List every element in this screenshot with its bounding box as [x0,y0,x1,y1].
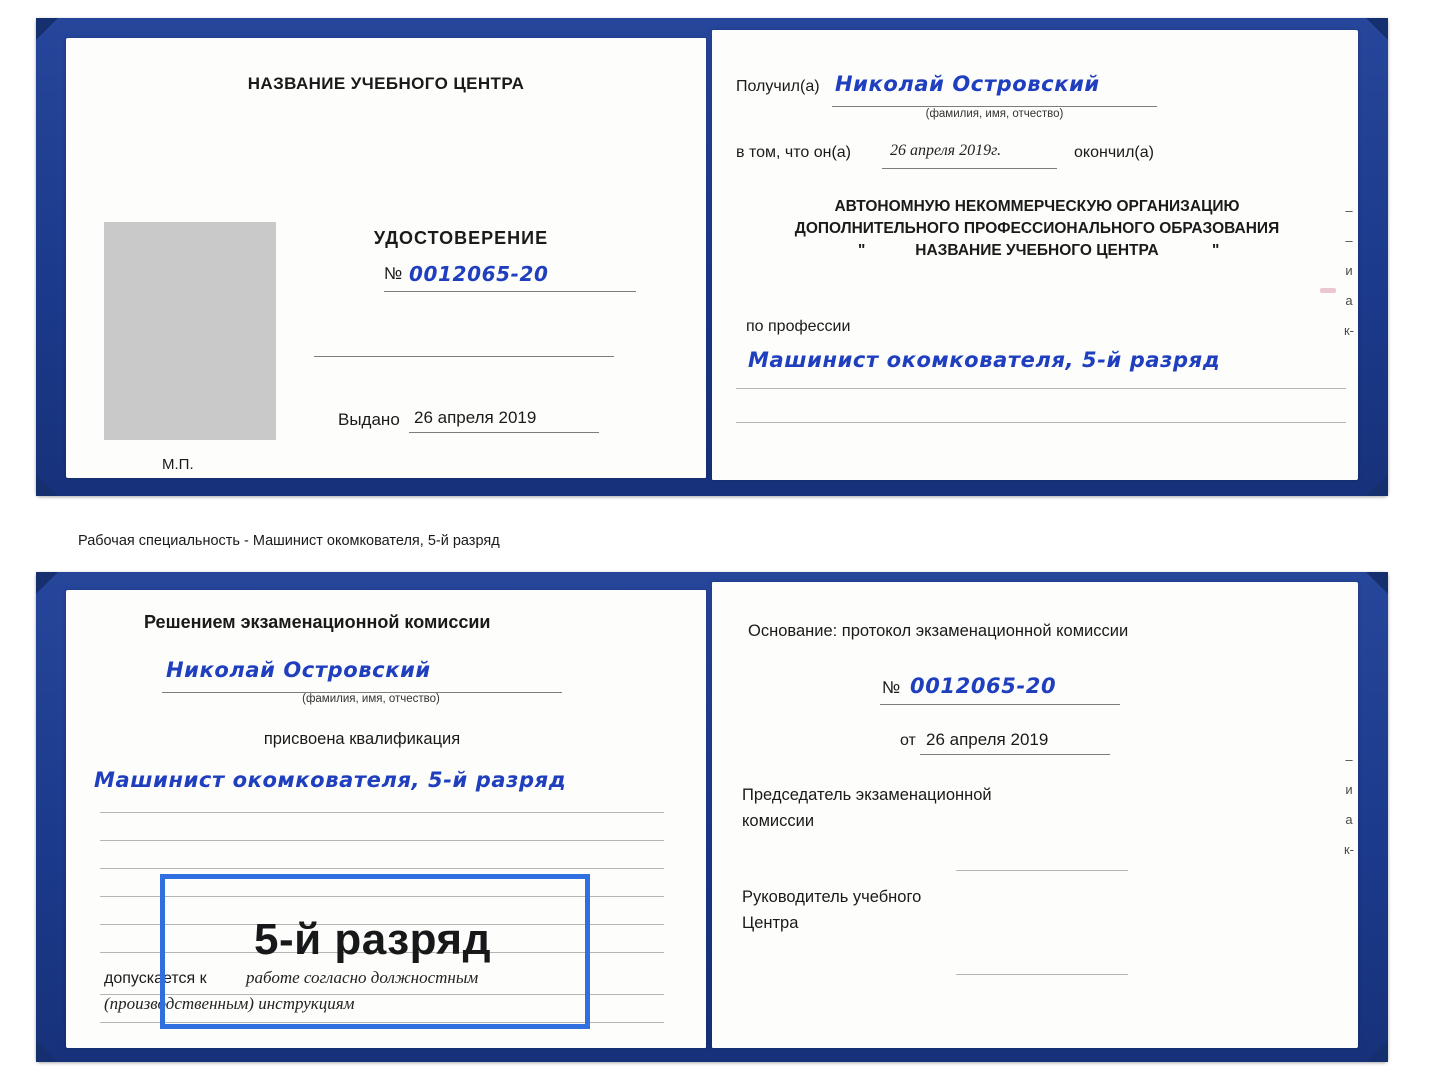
chairman-signature-rule [956,870,1128,871]
issued-label: Выдано [338,410,400,429]
organization-quote-open: " [858,242,866,259]
in-that-label: в том, что он(а) [736,144,851,161]
protocol-number-sign: № [882,678,901,697]
certificate-number-rule [384,291,636,292]
chairman-line-2: комиссии [742,812,815,830]
qualification-value: Машинист окомкователя, 5-й разряд [94,768,567,792]
highlight-label: 5-й разряд [253,915,492,964]
protocol-date-label: от [900,732,916,749]
seal-label: М.П. [162,456,194,473]
organization-line-1: АВТОНОМНУЮ НЕКОММЕРЧЕСКУЮ ОРГАНИЗАЦИЮ [834,198,1240,215]
certificate-title: УДОСТОВЕРЕНИЕ [373,228,549,248]
head-line-1: Руководитель учебного [742,888,922,906]
top-right-page [712,30,1358,480]
received-rule [832,106,1157,107]
completion-date-value: 26 апреля 2019г. [890,142,1002,159]
received-label: Получил(а) [736,78,820,95]
head-signature-rule [956,974,1128,975]
ink-smudge [1320,288,1336,293]
profession-rule-2 [736,422,1346,423]
blank-rule-1 [314,356,614,357]
organization-quote-close: " [1212,242,1220,259]
protocol-date-value: 26 апреля 2019 [926,730,1049,749]
certificate-number-sign: № [384,264,403,283]
basis-label: Основание: протокол экзаменационной комиссии [748,622,1129,640]
bottom-left-rule-1 [100,812,664,813]
commission-decision-heading: Решением экзаменационной комиссии [144,612,491,632]
profession-label: по профессии [746,318,851,335]
bottom-right-page [712,582,1358,1048]
head-line-2: Центра [742,914,799,932]
admitted-label: допускается к [104,970,207,987]
issued-rule [409,432,599,433]
organization-line-2: ДОПОЛНИТЕЛЬНОГО ПРОФЕССИОНАЛЬНОГО ОБРАЗОВАНИЯ [794,220,1280,237]
issued-value: 26 апреля 2019 [414,408,537,427]
photo-placeholder [104,222,276,440]
certificate-number-value: 0012065-20 [409,262,549,286]
received-hint: (фамилия, имя, отчество) [925,108,1064,120]
bottom-left-rule-3 [100,868,664,869]
protocol-date-rule [920,754,1110,755]
profession-rule-1 [736,388,1346,389]
top-left-page [66,38,706,478]
organization-name: НАЗВАНИЕ УЧЕБНОГО ЦЕНТРА [915,242,1159,259]
top-edge-marks: – – и а к- [1343,203,1355,338]
chairman-line-1: Председатель экзаменационной [742,786,992,804]
training-center-heading: НАЗВАНИЕ УЧЕБНОГО ЦЕНТРА [247,74,525,93]
bottom-left-rule-2 [100,840,664,841]
admitted-value-line-2: (производственным) инструкциям [104,994,355,1013]
received-value: Николай Островский [835,72,1100,96]
image-caption: Рабочая специальность - Машинист окомкователя, 5-й разряд [78,533,500,549]
protocol-number-rule [880,704,1120,705]
qualification-label: присвоена квалификация [263,730,461,748]
protocol-number-value: 0012065-20 [910,674,1057,698]
admitted-value-line-1: работе согласно должностным [246,968,479,987]
graduate-name-value: Николай Островский [166,658,431,682]
completion-date-rule [882,168,1057,169]
finished-label: окончил(а) [1074,144,1154,161]
bottom-edge-marks: – и а к- [1343,752,1355,857]
profession-value: Машинист окомкователя, 5-й разряд [748,348,1221,372]
graduate-name-hint: (фамилия, имя, отчество) [302,693,440,705]
